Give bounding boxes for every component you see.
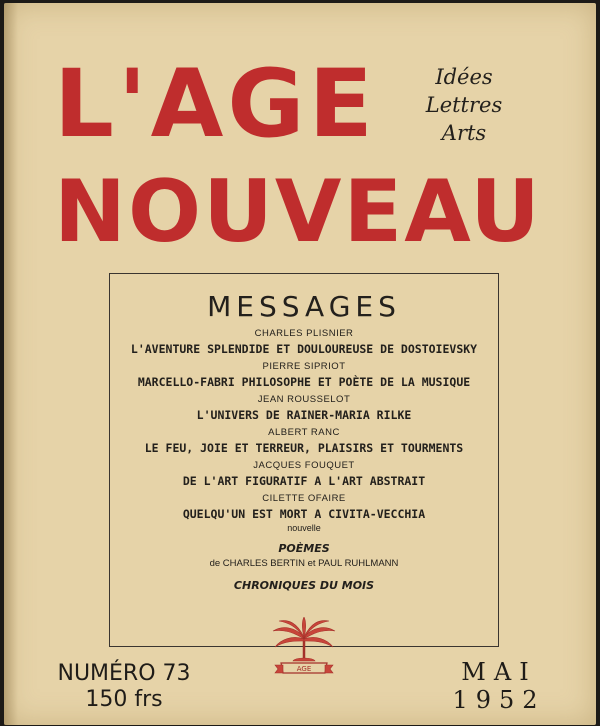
tagline-arts: Arts [441,121,487,145]
contents-box [109,273,499,647]
contents-heading: MESSAGES [207,290,401,323]
entry-author: ALBERT RANC [268,427,340,438]
masthead-line-1: L'AGE [54,50,377,159]
issue-price: 150 frs [85,687,163,712]
magazine-cover [4,3,596,725]
entry-author: JEAN ROUSSELOT [257,394,351,405]
issue-year: 1952 [452,686,546,714]
entry-title: DE L'ART FIGURATIF A L'ART ABSTRAIT [182,474,426,488]
poemes-credit: de CHARLES BERTIN et PAUL RUHLMANN [209,558,399,569]
poemes-heading: POÈMES [278,542,330,555]
entry-author: CILETTE OFAIRE [262,493,346,504]
entry-author: PIERRE SIPRIOT [262,361,346,372]
issue-number: NUMÉRO 73 [57,661,191,686]
issue-month: MAI [461,658,537,686]
tagline-idees: Idées [435,65,493,89]
entry-title: L'UNIVERS DE RAINER-MARIA RILKE [196,408,412,422]
entry-title: L'AVENTURE SPLENDIDE ET DOULOUREUSE DE DOSTOIEVSKY [130,342,478,356]
issue-info [44,661,204,713]
emblem-text: AGE [296,665,312,673]
issue-date [449,658,549,714]
entry-author: JACQUES FOUQUET [253,460,355,471]
masthead-line-2: NOUVEAU [54,162,542,262]
tagline [424,63,504,147]
entry-title: LE FEU, JOIE ET TERREUR, PLAISIRS ET TOURMENTS [144,441,464,455]
entry-title: QUELQU'UN EST MORT A CIVITA-VECCHIA [182,507,426,521]
palm-emblem-icon [267,617,341,687]
chroniques-heading: CHRONIQUES DU MOIS [233,579,375,592]
entry-note: nouvelle [287,523,321,533]
entry-title: MARCELLO-FABRI PHILOSOPHE ET POÈTE DE LA MUSIQUE [137,375,471,389]
entry-author: CHARLES PLISNIER [254,328,354,339]
tagline-lettres: Lettres [425,93,503,117]
